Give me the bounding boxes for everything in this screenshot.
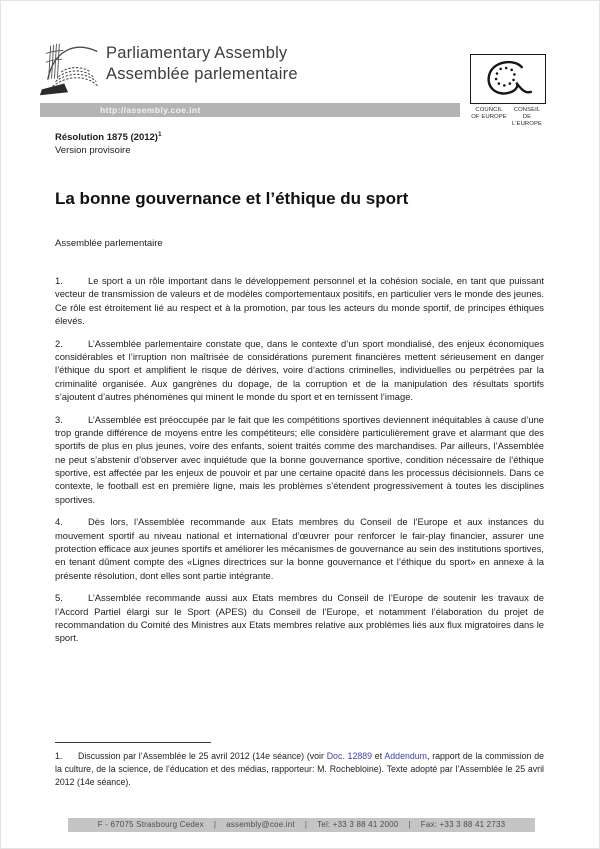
organization-name <box>106 43 298 84</box>
paragraph-4 <box>55 515 544 581</box>
footer-fax: Fax: +33 3 88 41 2733 <box>420 820 506 829</box>
paragraph-1 <box>55 274 544 327</box>
page-title: La bonne gouvernance et l’éthique du sport <box>55 189 409 209</box>
paragraph-5 <box>55 591 544 644</box>
paragraph-number: 4. <box>55 516 63 528</box>
coe-e-stars-icon <box>470 54 546 104</box>
org-name-fr: Assemblée parlementaire <box>106 64 298 83</box>
version-label: Version provisoire <box>55 145 131 157</box>
doc-12889-link[interactable]: Doc. 12889 <box>326 751 373 761</box>
org-name-en: Parliamentary Assembly <box>106 44 288 62</box>
footnote-reference[interactable]: 1 <box>157 131 162 138</box>
coe-caption-fr: CONSEIL DE L'EUROPE <box>511 107 543 127</box>
paragraph-number: 3. <box>55 413 63 425</box>
footer-separator: | <box>304 820 308 829</box>
paragraph-list <box>55 274 544 644</box>
assembly-url-bar <box>40 103 460 117</box>
footer-contact-bar <box>68 818 535 832</box>
footnote-block <box>55 742 544 789</box>
coe-captions <box>470 107 546 127</box>
paragraph-text: Le sport a un rôle important dans le développement personnel et la cohésion sociale, en tant que puissant vecteur de transmission de valeurs et de modèles comportementaux positifs, en particulier vers le monde des jeunes. Ce rôle est étroitement lié au respect et à la promotion, par tous les acteurs du monde sportif, de principes éthiques élevés. <box>55 275 544 327</box>
footnote-separator-rule <box>55 742 211 743</box>
pace-hemicycle-icon <box>38 38 104 100</box>
paragraph-text: Dès lors, l’Assemblée recommande aux Etats membres du Conseil de l’Europe et aux instances du mouvement sportif au niveau national et international d’œuvrer pour renforcer le fair-play financier, assurer une protection efficace aux jeunes sportifs et améliorer les mécanismes de gouvernance au sein des institutions sportives, en tenant dûment compte des «Lignes directrices sur la bonne gouvernance et l’éthique du sport» en annexe à la présente résolution, dont elles sont partie intégrante. <box>55 516 544 581</box>
paragraph-number: 5. <box>55 592 63 604</box>
paragraph-3 <box>55 413 544 506</box>
coe-caption-en: COUNCIL OF EUROPE <box>471 107 507 120</box>
addendum-link[interactable]: Addendum <box>384 751 427 761</box>
footnote-text: 1. Discussion par l’Assemblée le 25 avril 2012 (14e séance) (voir Doc. 12889 et Addendum, rapport de la commission de la culture, de la science, de l’éducation et des médias, rapporteur: M. Rochebloine). Texte adopté par l’Assemblée le 25 avril 2012 (14e séance). <box>55 751 544 787</box>
document-body <box>55 128 544 654</box>
paragraph-number: 1. <box>55 275 63 287</box>
paragraph-text: L’Assemblée est préoccupée par le fait que les compétitions sportives deviennent inéquitables à cause d’une trop grande différence de moyens entre les compétiteurs; elle considère particulièrement grave et alarmant que des sportifs de plus en plus jeunes, voire des enfants, soient traités comme des marchandises. Par ailleurs, l’Assemblée ne peut s’abstenir d’observer avec inquiétude que la bonne gouvernance sportive, condition nécessaire de l’éthique sportive, est affectée par les enjeux de pouvoir et par une certaine opacité dans les processus décisionnels. Dans ce contexte, le football est en première ligne, mais les problèmes s’étendent progressivement à toutes les disciplines sportives. <box>55 413 544 505</box>
paragraph-2 <box>55 337 544 403</box>
footer-email: assembly@coe.int <box>226 820 295 829</box>
footer-separator: | <box>408 820 411 829</box>
paragraph-text: L’Assemblée recommande aussi aux Etats membres du Conseil de l’Europe de soutenir les travaux de l’Accord Partiel élargi sur le Sport (APES) du Conseil de l’Europe, et notamment l’élaboration du projet de recommandation du Comité des Ministres aux Etats membres relative aux problèmes liés aux flux migratoires dans le sport. <box>55 592 544 644</box>
paragraph-number: 2. <box>55 337 63 349</box>
paragraph-text: L’Assemblée parlementaire constate que, dans le contexte d’un sport mondialisé, des enjeux économiques considérables et l’irruption non maîtrisée de considérations purement financières mettent sérieusement en danger l’éthique du sport et amplifient le risque de dérives, voire d’actions criminelles, individuelles ou perpétrées par la criminalité organisée. Aux gangrènes du dopage, de la corruption et de la manipulation des résultats sportifs s’ajoutent d’autres phénomènes qui minent le monde du sport et en ternissent l’image. <box>55 337 544 403</box>
assembly-url-link[interactable]: http://assembly.coe.int <box>100 105 201 115</box>
footer-address: F - 67075 Strasbourg Cedex <box>97 820 204 829</box>
footer-separator: | <box>213 820 217 829</box>
footer-tel: Tel: +33 3 88 41 2000 <box>317 820 399 829</box>
council-of-europe-logo <box>470 54 546 127</box>
document-subtitle: Assemblée parlementaire <box>55 238 163 250</box>
footnote-number: 1. <box>55 751 63 761</box>
resolution-number: Résolution 1875 $(2012)^1$ <box>55 131 162 144</box>
